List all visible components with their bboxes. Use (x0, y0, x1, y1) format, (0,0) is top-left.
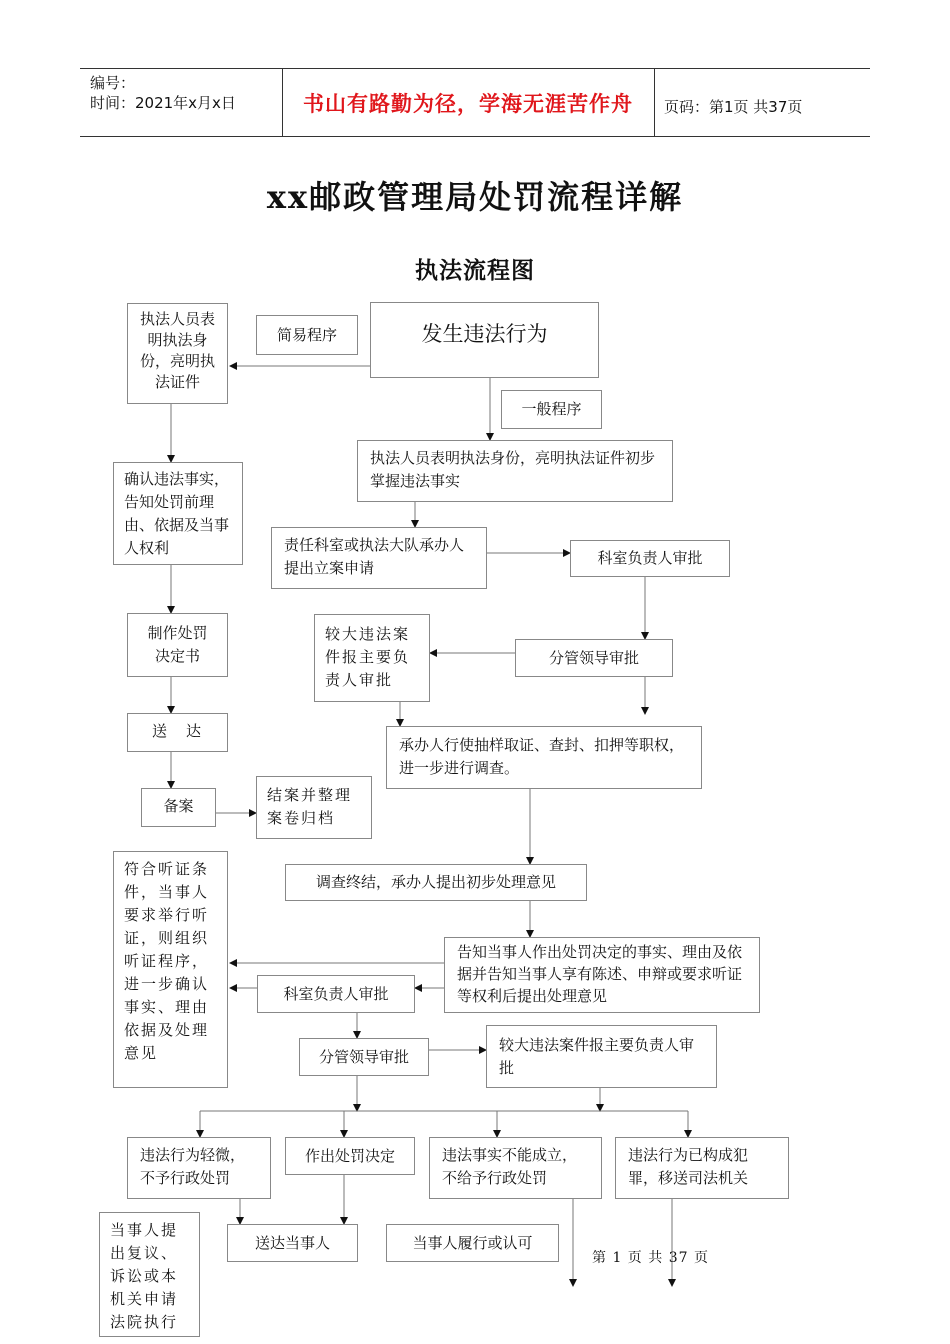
node-no-penalty: 违法行为轻微，不予行政处罚 (127, 1137, 271, 1199)
header-page-info: 页码：第1页 共37页 (664, 98, 803, 116)
node-show-id-initial-facts: 执法人员表明执法身份，亮明执法证件初步掌握违法事实 (357, 440, 673, 502)
node-dept-approval-1: 科室负责人审批 (570, 540, 730, 577)
node-make-penalty-decision: 作出处罚决定 (285, 1137, 415, 1175)
node-deliver-to-party: 送达当事人 (227, 1224, 358, 1262)
flowchart-title: 执法流程图 (415, 257, 535, 284)
node-simple-procedure: 简易程序 (256, 315, 358, 355)
header-number: 编号： (90, 74, 136, 92)
node-hearing: 符合听证条件，当事人要求举行听证，则组织听证程序，进一步确认事实、理由依据及处理意见 (113, 851, 228, 1088)
node-appeal: 当事人提出复议、诉讼或本机关申请法院执行 (99, 1212, 200, 1337)
node-leader-approval-1: 分管领导审批 (515, 639, 673, 677)
node-major-case-1: 较大违法案件报主要负责人审批 (314, 614, 430, 702)
page-footer: 第 1 页 共 37 页 (592, 1250, 709, 1266)
node-investigate: 承办人行使抽样取证、查封、扣押等职权，进一步进行调查。 (386, 726, 702, 789)
header-motto: 书山有路勤为径，学海无涯苦作舟 (303, 91, 633, 116)
node-criminal-transfer: 违法行为已构成犯罪，移送司法机关 (615, 1137, 789, 1199)
node-file-case: 责任科室或执法大队承办人提出立案申请 (271, 527, 487, 589)
node-notify-party: 告知当事人作出处罚决定的事实、理由及依据并告知当事人享有陈述、申辩或要求听证等权利后提出处理意见 (444, 937, 760, 1013)
node-facts-not-established: 违法事实不能成立，不给予行政处罚 (429, 1137, 602, 1199)
node-violation-occurs: 发生违法行为 (370, 302, 599, 378)
node-dept-approval-2: 科室负责人审批 (257, 975, 415, 1013)
node-leader-approval-2: 分管领导审批 (299, 1038, 429, 1076)
node-confirm-facts: 确认违法事实，告知处罚前理由、依据及当事人权利 (113, 462, 243, 565)
node-deliver: 送 达 (127, 713, 228, 752)
node-general-procedure: 一般程序 (501, 390, 602, 429)
document-title: xx邮政管理局处罚流程详解 (266, 178, 684, 216)
node-major-case-2: 较大违法案件报主要负责人审批 (486, 1025, 717, 1088)
node-simple-show-id: 执法人员表明执法身份，亮明执法证件 (127, 303, 228, 404)
node-record: 备案 (141, 788, 216, 827)
node-party-performs: 当事人履行或认可 (386, 1224, 559, 1262)
node-archive: 结案并整理案卷归档 (256, 776, 372, 839)
header-date: 时间：2021年x月x日 (90, 94, 236, 112)
node-conclude-investigation: 调查终结，承办人提出初步处理意见 (285, 864, 587, 901)
node-make-decision: 制作处罚决定书 (127, 613, 228, 677)
